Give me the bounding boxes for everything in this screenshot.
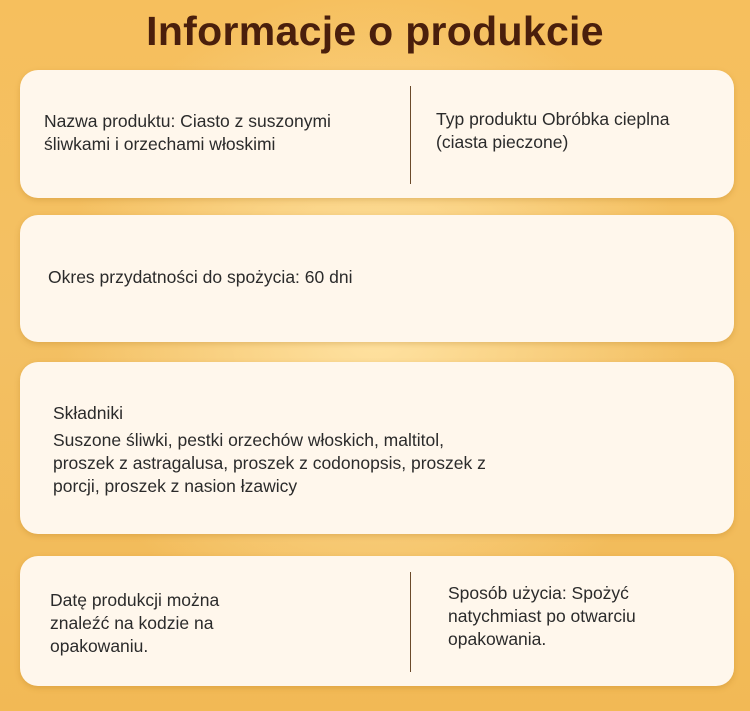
vertical-divider (410, 86, 411, 184)
page-title: Informacje o produkcie (146, 8, 604, 54)
shelf-life-card (20, 215, 734, 342)
usage-text: Sposób użycia: Spożyć natychmiast po otwarciu opakowania. (448, 583, 636, 649)
product-type-text: Typ produktu Obróbka cieplna (ciasta pieczone) (436, 109, 670, 152)
ingredients-card (20, 362, 734, 534)
ingredients-heading: Składniki (53, 403, 124, 423)
shelf-life-text: Okres przydatności do spożycia: 60 dni (48, 267, 353, 287)
vertical-divider (410, 572, 411, 672)
usage-card (20, 556, 734, 686)
ingredients-text: Suszone śliwki, pestki orzechów włoskich, maltitol, proszek z astragalusa, proszek z codonopsis, proszek z porcji, proszek z nasion łzawicy (53, 430, 486, 496)
production-date-text: Datę produkcji można znaleźć na kodzie na opakowaniu. (50, 590, 220, 656)
product-info-card (20, 70, 734, 198)
product-name-text: Nazwa produktu: Ciasto z suszonymi śliwkami i orzechami włoskimi (44, 111, 331, 154)
